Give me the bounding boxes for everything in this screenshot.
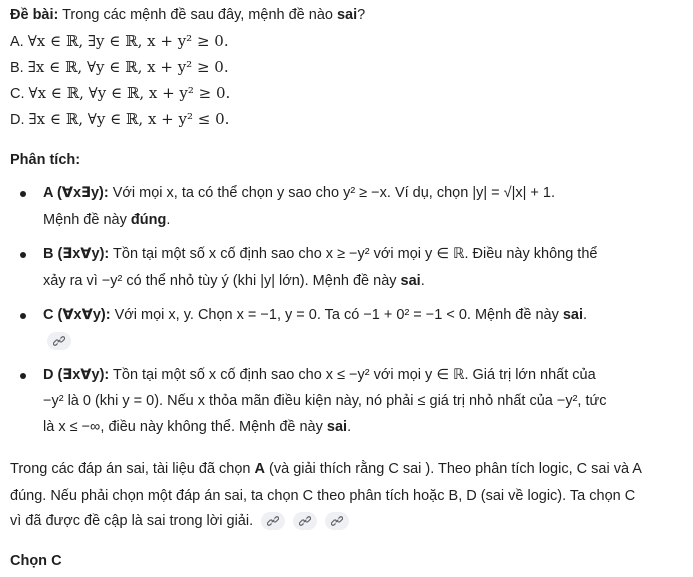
option-key: A. <box>10 34 24 50</box>
analysis-heading: Phân tích: <box>10 152 81 168</box>
link-chip[interactable] <box>47 332 71 350</box>
analysis-b-line1 <box>43 243 597 265</box>
analysis-a-text: Với mọi x, ta có thể chọn y sao cho y² ≥ −x. Ví dụ, chọn |y| = √|x| + 1. <box>108 185 555 201</box>
source-links-c <box>43 330 71 352</box>
option-a <box>10 30 229 53</box>
analysis-b-text: Tồn tại một số x cố định sao cho x ≥ −y² với mọi y ∈ ℝ. Điều này không thể <box>109 246 598 262</box>
analysis-a-line2: Mệnh đề này đúng. <box>43 212 171 228</box>
analysis-d-text: Tồn tại một số x cố định sao cho x ≤ −y² với mọi y ∈ ℝ. Giá trị lớn nhất của <box>109 367 596 383</box>
analysis-d-line2: −y² là 0 (khi y = 0). Nếu x thỏa mãn điều kiện này, nó phải ≤ giá trị nhỏ nhất của −y², tức <box>43 393 607 409</box>
analysis-d-line1 <box>43 364 596 386</box>
link-icon <box>53 335 65 347</box>
conclusion-line1: Trong các đáp án sai, tài liệu đã chọn A (và giải thích rằng C sai ). Theo phân tích logic, C sai và A <box>10 461 642 477</box>
question-highlight: sai <box>336 7 358 23</box>
analysis-b-label: B (∃x∀y): <box>43 246 110 262</box>
analysis-d-line3: là x ≤ −∞, điều này không thể. Mệnh đề này sai. <box>43 419 352 435</box>
question-text: Trong các mệnh đề sau đây, mệnh đề nào <box>58 7 337 23</box>
analysis-b-line2: xảy ra vì −y² có thể nhỏ tùy ý (khi |y| lớn). Mệnh đề này sai. <box>43 273 425 289</box>
option-key: D. <box>10 112 25 128</box>
link-chip[interactable] <box>261 512 285 530</box>
analysis-a-line1 <box>43 182 555 204</box>
bullet-icon <box>20 252 26 258</box>
question-end: ? <box>357 7 366 23</box>
option-key: C. <box>10 86 25 102</box>
analysis-c-label: C (∀x∀y): <box>43 307 111 323</box>
analysis-a-label: A (∀x∃y): <box>43 185 109 201</box>
analysis-c-text: Với mọi x, y. Chọn x = −1, y = 0. Ta có −1 + 0² = −1 < 0. Mệnh đề này <box>110 307 563 323</box>
option-key: B. <box>10 60 24 76</box>
option-math: ∀x ∈ ℝ, ∃y ∈ ℝ, x + y² ≥ 0. <box>27 32 229 50</box>
verdict-false: sai <box>326 419 348 435</box>
verdict-true: đúng <box>130 212 167 228</box>
question-line <box>10 4 365 26</box>
link-chip[interactable] <box>293 512 317 530</box>
bullet-icon <box>20 313 26 319</box>
verdict-false: sai <box>562 307 584 323</box>
bullet-icon <box>20 373 26 379</box>
option-c <box>10 82 230 105</box>
conclusion-line3: vì đã được đề cập là sai trong lời giải. <box>10 510 349 532</box>
conclusion-line2: đúng. Nếu phải chọn một đáp án sai, ta chọn C theo phân tích hoặc B, D (sai về logic). Ta chọn C <box>10 488 636 504</box>
final-answer: Chọn C <box>10 553 62 569</box>
option-math: ∀x ∈ ℝ, ∀y ∈ ℝ, x + y² ≥ 0. <box>28 84 231 102</box>
link-icon <box>267 515 279 527</box>
option-d <box>10 108 229 131</box>
link-chip[interactable] <box>325 512 349 530</box>
verdict-false: sai <box>400 273 421 289</box>
question-label: Đề bài: <box>10 7 59 23</box>
option-math: ∃x ∈ ℝ, ∀y ∈ ℝ, x + y² ≤ 0. <box>28 110 230 128</box>
analysis-c-line1: C (∀x∀y): Với mọi x, y. Chọn x = −1, y = 0. Ta có −1 + 0² = −1 < 0. Mệnh đề này sai. <box>43 307 588 323</box>
analysis-d-label: D (∃x∀y): <box>43 367 110 383</box>
option-b <box>10 56 229 79</box>
link-icon <box>299 515 311 527</box>
bullet-icon <box>20 191 26 197</box>
option-math: ∃x ∈ ℝ, ∀y ∈ ℝ, x + y² ≥ 0. <box>27 58 229 76</box>
link-icon <box>331 515 343 527</box>
